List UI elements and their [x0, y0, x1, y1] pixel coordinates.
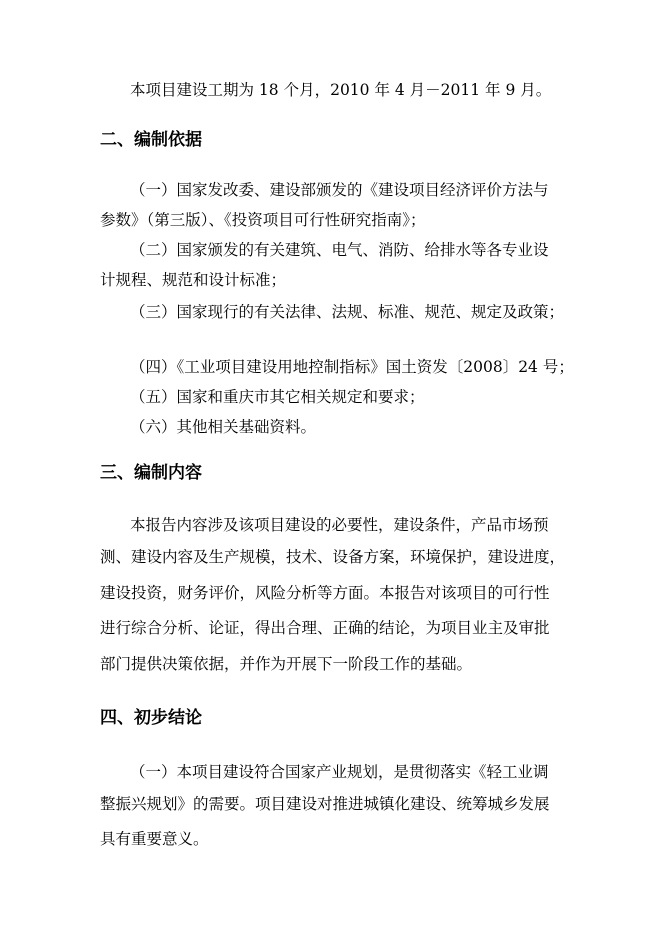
conclusion-line: 具有重要意义。: [100, 830, 209, 848]
basis-line: （四）《工业项目建设用地控制指标》国土资发〔2008〕24 号；: [130, 358, 574, 376]
basis-line: （六）其他相关基础资料。: [130, 418, 317, 436]
basis-line: （三）国家现行的有关法律、法规、标准、规范、规定及政策；: [130, 303, 565, 321]
conclusion-line: 整振兴规划》的需要。项目建设对推进城镇化建设、统筹城乡发展: [100, 795, 550, 813]
section-heading-conclusion: 四、初步结论: [100, 708, 202, 728]
basis-line: （一）国家发改委、建设部颁发的《建设项目经济评价方法与: [130, 181, 549, 199]
content-line: 进行综合分析、论证，得出合理、正确的结论，为项目业主及审批: [100, 619, 550, 637]
content-line: 部门提供决策依据，并作为开展下一阶段工作的基础。: [100, 655, 473, 673]
section-heading-content: 三、编制内容: [100, 463, 202, 483]
content-line: 建设投资，财务评价，风险分析等方面。本报告对该项目的可行性: [100, 584, 550, 602]
intro-line: 本项目建设工期为 18 个月，2010 年 4 月－2011 年 9 月。: [130, 81, 552, 99]
basis-line: （五）国家和重庆市其它相关规定和要求；: [130, 388, 425, 406]
conclusion-line: （一）本项目建设符合国家产业规划，是贯彻落实《轻工业调: [130, 763, 549, 781]
basis-line: 参数》（第三版）、《投资项目可行性研究指南》；: [100, 211, 426, 229]
basis-line: （二）国家颁发的有关建筑、电气、消防、给排水等各专业设: [130, 241, 549, 259]
content-line: 测、建设内容及生产规模，技术、设备方案，环境保护，建设进度，: [100, 548, 566, 566]
content-line: 本报告内容涉及该项目建设的必要性，建设条件，产品市场预: [130, 516, 549, 534]
section-heading-basis: 二、编制依据: [100, 130, 202, 150]
basis-line: 计规程、规范和设计标准；: [100, 271, 287, 289]
